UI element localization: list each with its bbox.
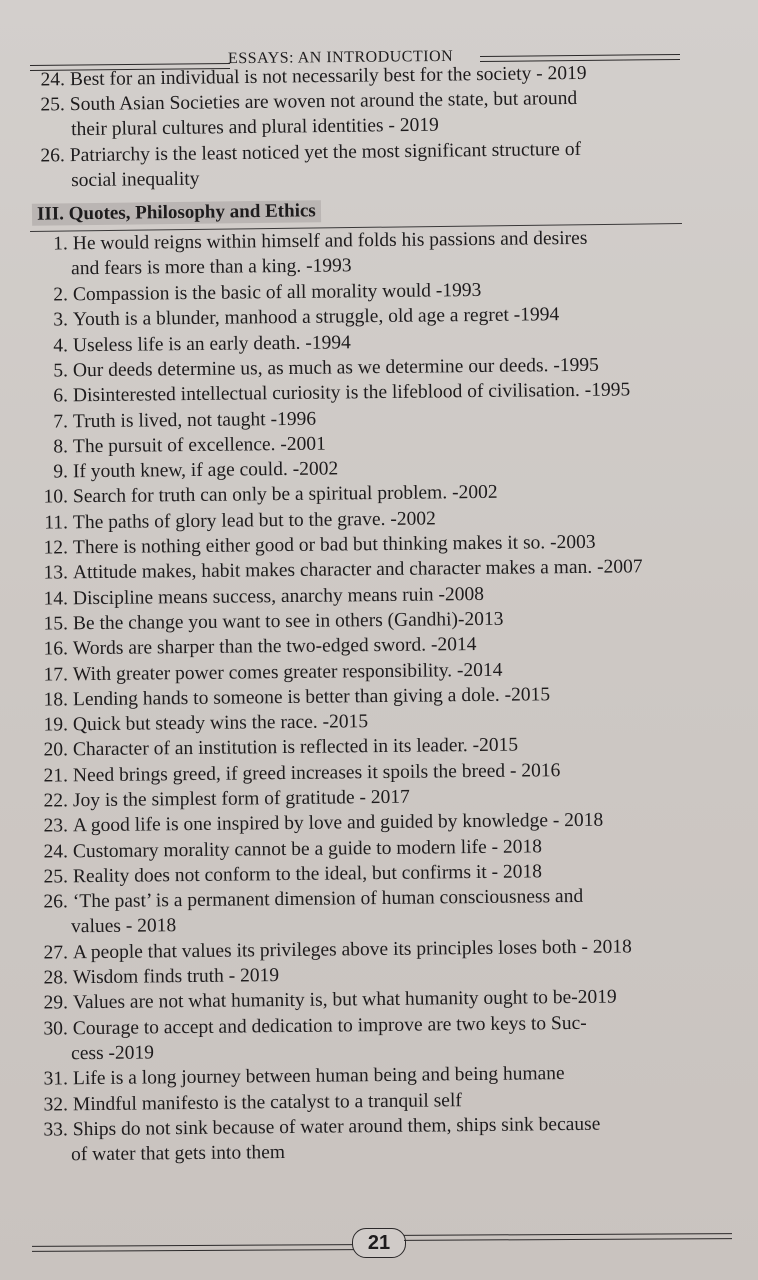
item-text: Character of an institution is reflected in its leader. -2015 bbox=[72, 734, 519, 761]
item-text: A good life is one inspired by love and guided by knowledge - 2018 bbox=[72, 809, 604, 837]
footer-rule bbox=[32, 1244, 354, 1247]
item-number: 8. bbox=[53, 436, 69, 458]
quote-item bbox=[0, 1110, 758, 1169]
item-number: 19. bbox=[43, 714, 69, 736]
item-text: Truth is lived, not taught -1996 bbox=[72, 408, 317, 432]
header-rule bbox=[480, 54, 680, 57]
item-number: 3. bbox=[53, 309, 69, 331]
essay-topic-item bbox=[0, 135, 758, 195]
item-text: Need brings greed, if greed increases it spoils the breed - 2016 bbox=[72, 759, 561, 786]
item-text-continued: and fears is more than a king. -1993 bbox=[71, 256, 352, 281]
item-number: 14. bbox=[43, 587, 69, 610]
item-number: 28. bbox=[43, 967, 69, 989]
quotes-list bbox=[0, 228, 758, 1168]
quote-item bbox=[0, 1009, 758, 1068]
item-text: Courage to accept and dedication to improve are two keys to Suc- bbox=[72, 1012, 587, 1039]
item-text: Search for truth can only be a spiritual problem. -2002 bbox=[72, 482, 498, 508]
page-footer bbox=[32, 1226, 732, 1266]
page-number: 21 bbox=[352, 1228, 406, 1258]
item-number: 10. bbox=[43, 486, 69, 508]
item-text-continued: social inequality bbox=[71, 168, 200, 192]
item-number: 23. bbox=[43, 815, 69, 837]
section-heading bbox=[30, 202, 682, 228]
item-text: The paths of glory lead but to the grave. -2002 bbox=[72, 508, 436, 533]
essay-topic-list bbox=[0, 62, 758, 194]
item-text: There is nothing either good or bad but thinking makes it so. -2003 bbox=[72, 531, 596, 559]
item-text: Mindful manifesto is the catalyst to a tranquil self bbox=[72, 1089, 462, 1115]
item-text: Compassion is the basic of all morality would -1993 bbox=[72, 280, 482, 306]
item-number: 1. bbox=[53, 233, 68, 255]
item-number: 18. bbox=[43, 689, 69, 711]
item-text: Reality does not conform to the ideal, but confirms it - 2018 bbox=[72, 861, 543, 888]
item-number: 2. bbox=[53, 284, 69, 306]
item-number: 5. bbox=[53, 360, 69, 382]
item-number: 4. bbox=[53, 334, 69, 357]
item-number: 27. bbox=[43, 942, 69, 964]
item-text: The pursuit of excellence. -2001 bbox=[72, 433, 326, 458]
item-number: 22. bbox=[43, 790, 69, 812]
item-number: 30. bbox=[43, 1017, 68, 1040]
item-text: Useless life is an early death. -1994 bbox=[72, 331, 351, 356]
essay-topic-item bbox=[0, 84, 758, 144]
item-text: South Asian Societies are woven not around the state, but around bbox=[69, 88, 578, 116]
item-number: 24. bbox=[43, 840, 69, 863]
item-number: 16. bbox=[43, 638, 69, 660]
footer-rule bbox=[32, 1249, 354, 1252]
item-number: 31. bbox=[43, 1068, 69, 1090]
item-text: Values are not what humanity is, but what humanity ought to be-2019 bbox=[72, 986, 617, 1014]
item-number: 17. bbox=[43, 663, 69, 686]
quote-item bbox=[0, 225, 758, 284]
page-content bbox=[0, 62, 758, 1168]
item-number: 32. bbox=[43, 1093, 69, 1116]
item-text: He would reigns within himself and folds his passions and desires bbox=[72, 228, 588, 255]
item-text: Customary morality cannot be a guide to modern life - 2018 bbox=[72, 835, 543, 862]
item-text: ‘The past’ is a permanent dimension of human consciousness and bbox=[72, 886, 584, 913]
item-text: Disinterested intellectual curiosity is the lifeblood of civilisation. -1995 bbox=[72, 379, 631, 407]
section-title: III. Quotes, Philosophy and Ethics bbox=[32, 201, 321, 227]
item-text: Discipline means success, anarchy means ruin -2008 bbox=[72, 583, 485, 609]
item-number: 25. bbox=[40, 94, 65, 116]
item-text-continued: their plural cultures and plural identities - 2019 bbox=[71, 115, 439, 141]
item-number: 11. bbox=[44, 512, 69, 534]
item-text: Be the change you want to see in others (Gandhi)-2013 bbox=[72, 608, 504, 635]
item-text-continued: values - 2018 bbox=[71, 915, 177, 938]
item-text: With greater power comes greater responsibility. -2014 bbox=[72, 659, 503, 685]
item-text: Patriarchy is the least noticed yet the most significant structure of bbox=[69, 138, 582, 167]
item-text: If youth knew, if age could. -2002 bbox=[72, 458, 339, 483]
footer-rule bbox=[404, 1233, 732, 1236]
quote-item bbox=[0, 882, 758, 941]
item-number: 20. bbox=[43, 739, 69, 761]
item-text: Quick but steady wins the race. -2015 bbox=[72, 711, 369, 736]
item-text-continued: cess -2019 bbox=[71, 1042, 155, 1065]
header-title: ESSAYS: AN INTRODUCTION bbox=[227, 47, 454, 68]
item-text: Best for an individual is not necessarily best for the society - 2019 bbox=[69, 62, 587, 91]
item-number: 24. bbox=[40, 69, 66, 91]
item-number: 33. bbox=[43, 1119, 68, 1141]
item-text-continued: of water that gets into them bbox=[71, 1142, 286, 1166]
item-text: Attitude makes, habit makes character and character makes a man. -2007 bbox=[72, 556, 643, 584]
item-text: Lending hands to someone is better than giving a dole. -2015 bbox=[72, 684, 551, 711]
item-number: 25. bbox=[43, 866, 69, 888]
item-number: 9. bbox=[53, 461, 69, 483]
item-number: 21. bbox=[43, 765, 69, 787]
item-number: 12. bbox=[43, 537, 69, 559]
item-number: 26. bbox=[40, 145, 65, 167]
item-text: Life is a long journey between human being and being humane bbox=[72, 1063, 565, 1090]
item-text: Ships do not sink because of water around them, ships sink because bbox=[72, 1113, 601, 1141]
item-text: Our deeds determine us, as much as we determine our deeds. -1995 bbox=[72, 354, 599, 382]
item-text: A people that values its privileges above its principles loses both - 2018 bbox=[72, 936, 632, 964]
item-text: Joy is the simplest form of gratitude - 2017 bbox=[72, 786, 410, 812]
item-number: 15. bbox=[43, 613, 69, 635]
item-number: 7. bbox=[53, 410, 69, 433]
item-text: Words are sharper than the two-edged sword. -2014 bbox=[72, 634, 477, 660]
item-text: Wisdom finds truth - 2019 bbox=[72, 965, 280, 989]
item-number: 6. bbox=[53, 385, 69, 407]
item-number: 29. bbox=[43, 992, 69, 1014]
footer-rule bbox=[404, 1238, 732, 1241]
item-number: 13. bbox=[43, 562, 69, 584]
item-text: Youth is a blunder, manhood a struggle, old age a regret -1994 bbox=[72, 304, 560, 331]
item-number: 26. bbox=[43, 891, 68, 913]
